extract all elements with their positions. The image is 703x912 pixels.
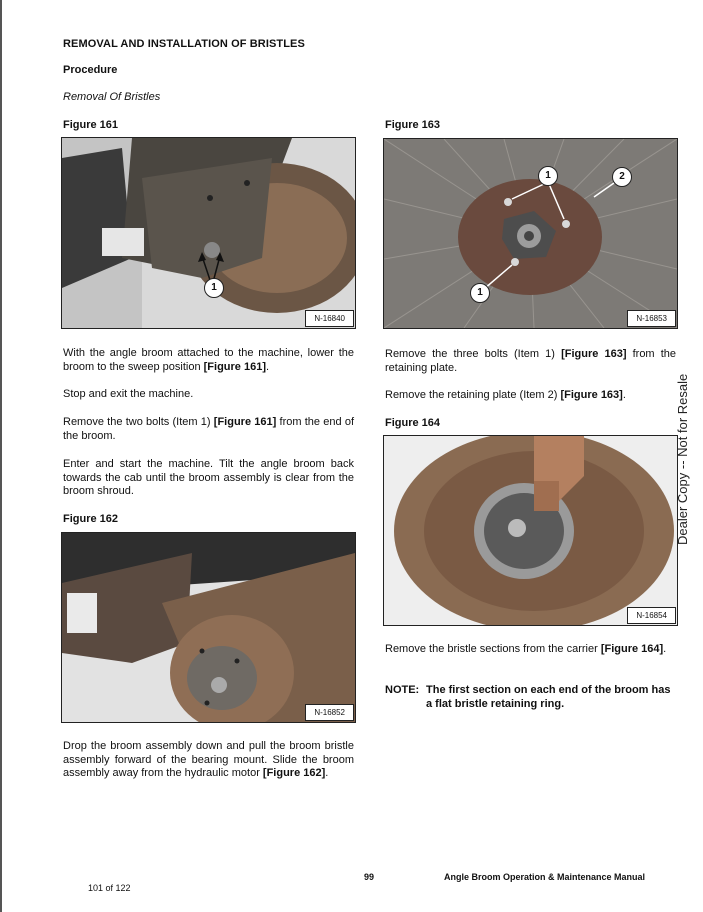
paragraph-lower-broom [63, 347, 354, 374]
figure-161-image [61, 137, 356, 329]
text: . [663, 643, 667, 655]
manual-title: Angle Broom Operation & Maintenance Manual [444, 872, 646, 882]
text: from the retaining plate. [385, 348, 676, 374]
text: Remove the bristle sections from the carrier [385, 643, 601, 655]
text: Remove the two bolts (Item 1) [63, 416, 214, 428]
figure-ref: [Figure 163] [560, 389, 623, 401]
figure-163-image [383, 138, 678, 329]
paragraph-stop-exit: Stop and exit the machine. [63, 388, 194, 400]
callout-2: 2 [612, 167, 632, 187]
paragraph-tilt-broom: Enter and start the machine. Tilt the angle broom back towards the cab until the broom assembly is clear from the broom shroud. [63, 458, 354, 497]
subheading: Removal Of Bristles [63, 91, 161, 103]
callout-1: 1 [204, 278, 224, 298]
text: . [325, 767, 329, 779]
figure-ref: [Figure 163] [561, 348, 627, 360]
figure-162-title: Figure 162 [63, 513, 119, 525]
figure-164-title: Figure 164 [385, 417, 441, 429]
figure-ref: [Figure 161] [213, 416, 277, 428]
figure-161-code: N-16840 [305, 310, 354, 327]
figure-ref: [Figure 161] [203, 360, 266, 373]
figure-ref: [Figure 164] [600, 643, 664, 655]
note-text: The first section on each end of the broom has a flat bristle retaining ring. [426, 684, 671, 710]
figure-164-image [383, 435, 678, 626]
procedure-heading: Procedure [63, 64, 118, 76]
figure-162-image [61, 532, 356, 723]
paragraph-remove-three-bolts [385, 348, 676, 375]
text: Remove the three bolts (Item 1) [385, 348, 562, 360]
figure-ref: [Figure 162] [262, 767, 326, 779]
callout-1: 1 [538, 166, 558, 186]
text: With the angle broom attached to the machine, lower the broom to the sweep position [63, 347, 354, 373]
paragraph-drop-broom [63, 740, 354, 781]
figure-161-title: Figure 161 [63, 119, 119, 131]
text: from the end of the broom. [63, 416, 354, 442]
page-counter: 101 of 122 [88, 883, 131, 893]
page-number: 99 [364, 872, 375, 882]
text: Remove the retaining plate (Item 2) [385, 389, 561, 401]
page-edge [0, 0, 2, 912]
paragraph-remove-plate [385, 389, 676, 403]
text: . [622, 389, 626, 401]
text: Drop the broom assembly down and pull the broom bristle assembly forward of the bearing mount. Slide the broom assembly away from the hydraulic motor [63, 740, 354, 779]
note-label: NOTE: [385, 684, 420, 696]
section-title: REMOVAL AND INSTALLATION OF BRISTLES [63, 38, 305, 50]
watermark: Dealer Copy -- Not for Resale [675, 373, 690, 545]
paragraph-remove-sections [385, 643, 676, 657]
text: . [266, 360, 270, 373]
callout-1: 1 [470, 283, 490, 303]
paragraph-remove-bolts [63, 416, 354, 443]
figure-163-title: Figure 163 [385, 119, 441, 131]
figure-162-code: N-16852 [305, 704, 354, 721]
figure-163-code: N-16853 [627, 310, 676, 327]
figure-164-code: N-16854 [627, 607, 676, 624]
